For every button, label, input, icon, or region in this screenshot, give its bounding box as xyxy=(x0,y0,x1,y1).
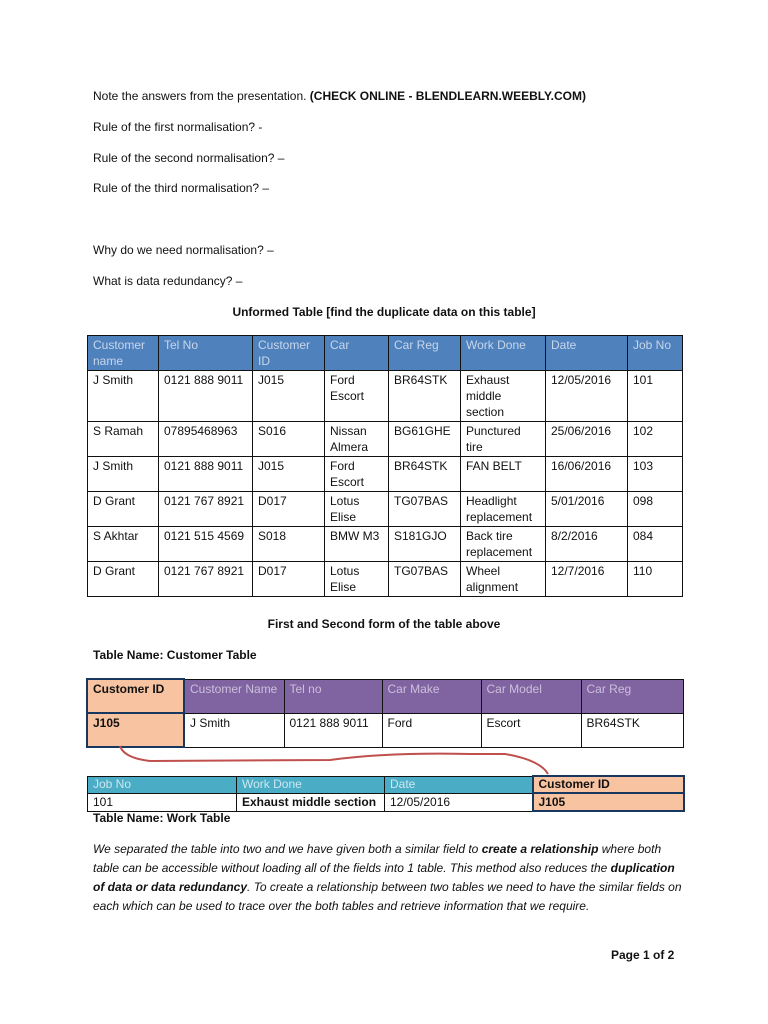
unformed-table-title: Unformed Table [find the duplicate data on this table] xyxy=(232,305,536,319)
header-customer-id: Customer ID xyxy=(253,336,325,371)
cell: TG07BAS xyxy=(389,562,461,597)
work-table xyxy=(87,775,685,812)
cell: 101 xyxy=(628,371,683,422)
table-row xyxy=(88,562,683,597)
cell: D017 xyxy=(253,562,325,597)
note-text: Note the answers from the presentation. xyxy=(93,89,310,103)
cell: 101 xyxy=(88,793,237,811)
header-tel-no: Tel No xyxy=(159,336,253,371)
header-car: Car xyxy=(325,336,389,371)
cell: 07895468963 xyxy=(159,422,253,457)
cell: BR64STK xyxy=(389,371,461,422)
cell: 103 xyxy=(628,457,683,492)
table-row xyxy=(88,422,683,457)
cell: Punctured tire xyxy=(461,422,546,457)
cell: Wheel alignment xyxy=(461,562,546,597)
cell: D Grant xyxy=(88,492,159,527)
header-work-done: Work Done xyxy=(237,776,385,793)
header-customer-id-key: Customer ID xyxy=(87,679,184,713)
cell: Ford Escort xyxy=(325,457,389,492)
cell: J Smith xyxy=(88,371,159,422)
paragraph-text: We separated the table into two and we have given both a similar field to xyxy=(93,842,482,856)
cell: 12/05/2016 xyxy=(546,371,628,422)
cell: J015 xyxy=(253,457,325,492)
header-tel-no: Tel no xyxy=(284,679,382,713)
cell: J015 xyxy=(253,371,325,422)
customer-table-name: Table Name: Customer Table xyxy=(93,648,257,662)
cell: Back tire replacement xyxy=(461,527,546,562)
cell: 8/2/2016 xyxy=(546,527,628,562)
cell: BMW M3 xyxy=(325,527,389,562)
header-customer-name: Customer Name xyxy=(184,679,284,713)
cell: 0121 888 9011 xyxy=(159,371,253,422)
table-row xyxy=(88,527,683,562)
cell: 084 xyxy=(628,527,683,562)
cell: 12/7/2016 xyxy=(546,562,628,597)
cell: 25/06/2016 xyxy=(546,422,628,457)
cell: Lotus Elise xyxy=(325,562,389,597)
cell: 16/06/2016 xyxy=(546,457,628,492)
cell: Exhaust middle section xyxy=(237,793,385,811)
table-row xyxy=(88,492,683,527)
cell: 0121 888 9011 xyxy=(284,713,382,747)
paragraph-text: . To create a relationship between two tables we need to have the similar fields on each which can be used to trace over the both tables and retrieve information that we require. xyxy=(93,880,682,913)
header-job-no: Job No xyxy=(628,336,683,371)
unformed-table xyxy=(87,335,683,597)
note-link-text: (CHECK ONLINE - BLENDLEARN.WEEBLY.COM) xyxy=(309,89,587,103)
cell: Headlight replacement xyxy=(461,492,546,527)
paragraph-bold: create a relationship xyxy=(481,842,599,856)
second-form-title: First and Second form of the table above xyxy=(267,617,501,631)
header-car-model: Car Model xyxy=(481,679,581,713)
cell: 0121 767 8921 xyxy=(159,492,253,527)
cell: D017 xyxy=(253,492,325,527)
header-car-make: Car Make xyxy=(382,679,481,713)
table-row xyxy=(87,713,683,747)
page-number: Page 1 of 2 xyxy=(611,948,675,962)
cell: 0121 767 8921 xyxy=(159,562,253,597)
table-row xyxy=(88,371,683,422)
header-customer-id-key: Customer ID xyxy=(533,776,684,793)
customer-table xyxy=(86,678,684,748)
cell: J Smith xyxy=(88,457,159,492)
cell: Ford Escort xyxy=(325,371,389,422)
table-row xyxy=(88,793,684,811)
header-date: Date xyxy=(546,336,628,371)
header-work-done: Work Done xyxy=(461,336,546,371)
cell: 102 xyxy=(628,422,683,457)
question-why-normalisation: Why do we need normalisation? – xyxy=(93,243,274,257)
cell: S181GJO xyxy=(389,527,461,562)
cell: 098 xyxy=(628,492,683,527)
header-date: Date xyxy=(385,776,533,793)
table-row xyxy=(88,457,683,492)
customer-id-key-cell: J105 xyxy=(533,793,684,811)
cell: FAN BELT xyxy=(461,457,546,492)
header-car-reg: Car Reg xyxy=(389,336,461,371)
unformed-header-row xyxy=(88,336,683,371)
cell: S016 xyxy=(253,422,325,457)
cell: Exhaust middle section xyxy=(461,371,546,422)
customer-header-row xyxy=(87,679,683,713)
cell: 110 xyxy=(628,562,683,597)
cell: Nissan Almera xyxy=(325,422,389,457)
cell: Lotus Elise xyxy=(325,492,389,527)
header-customer-name: Customer name xyxy=(88,336,159,371)
customer-id-key-cell: J105 xyxy=(87,713,184,747)
note-line xyxy=(93,89,586,103)
paragraph-text: where both table can be accessible without loading all of the fields into 1 table. This method also reduces the xyxy=(93,842,662,875)
cell: 0121 888 9011 xyxy=(159,457,253,492)
cell: D Grant xyxy=(88,562,159,597)
cell: 5/01/2016 xyxy=(546,492,628,527)
work-table-name: Table Name: Work Table xyxy=(93,811,231,825)
question-first-normalisation: Rule of the first normalisation? - xyxy=(93,120,263,134)
question-data-redundancy: What is data redundancy? – xyxy=(93,274,243,288)
question-second-normalisation: Rule of the second normalisation? – xyxy=(93,151,285,165)
cell: Escort xyxy=(481,713,581,747)
cell: S Ramah xyxy=(88,422,159,457)
cell: Ford xyxy=(382,713,481,747)
cell: S018 xyxy=(253,527,325,562)
work-header-row xyxy=(88,776,684,793)
cell: S Akhtar xyxy=(88,527,159,562)
header-job-no: Job No xyxy=(88,776,237,793)
cell: J Smith xyxy=(184,713,284,747)
cell: 0121 515 4569 xyxy=(159,527,253,562)
header-car-reg: Car Reg xyxy=(581,679,683,713)
cell: BR64STK xyxy=(389,457,461,492)
cell: BR64STK xyxy=(581,713,683,747)
question-third-normalisation: Rule of the third normalisation? – xyxy=(93,181,270,195)
cell: TG07BAS xyxy=(389,492,461,527)
paragraph-bold: duplication of data or data redundancy xyxy=(93,861,675,894)
cell: BG61GHE xyxy=(389,422,461,457)
explanation-paragraph xyxy=(93,840,683,916)
cell: 12/05/2016 xyxy=(385,793,533,811)
